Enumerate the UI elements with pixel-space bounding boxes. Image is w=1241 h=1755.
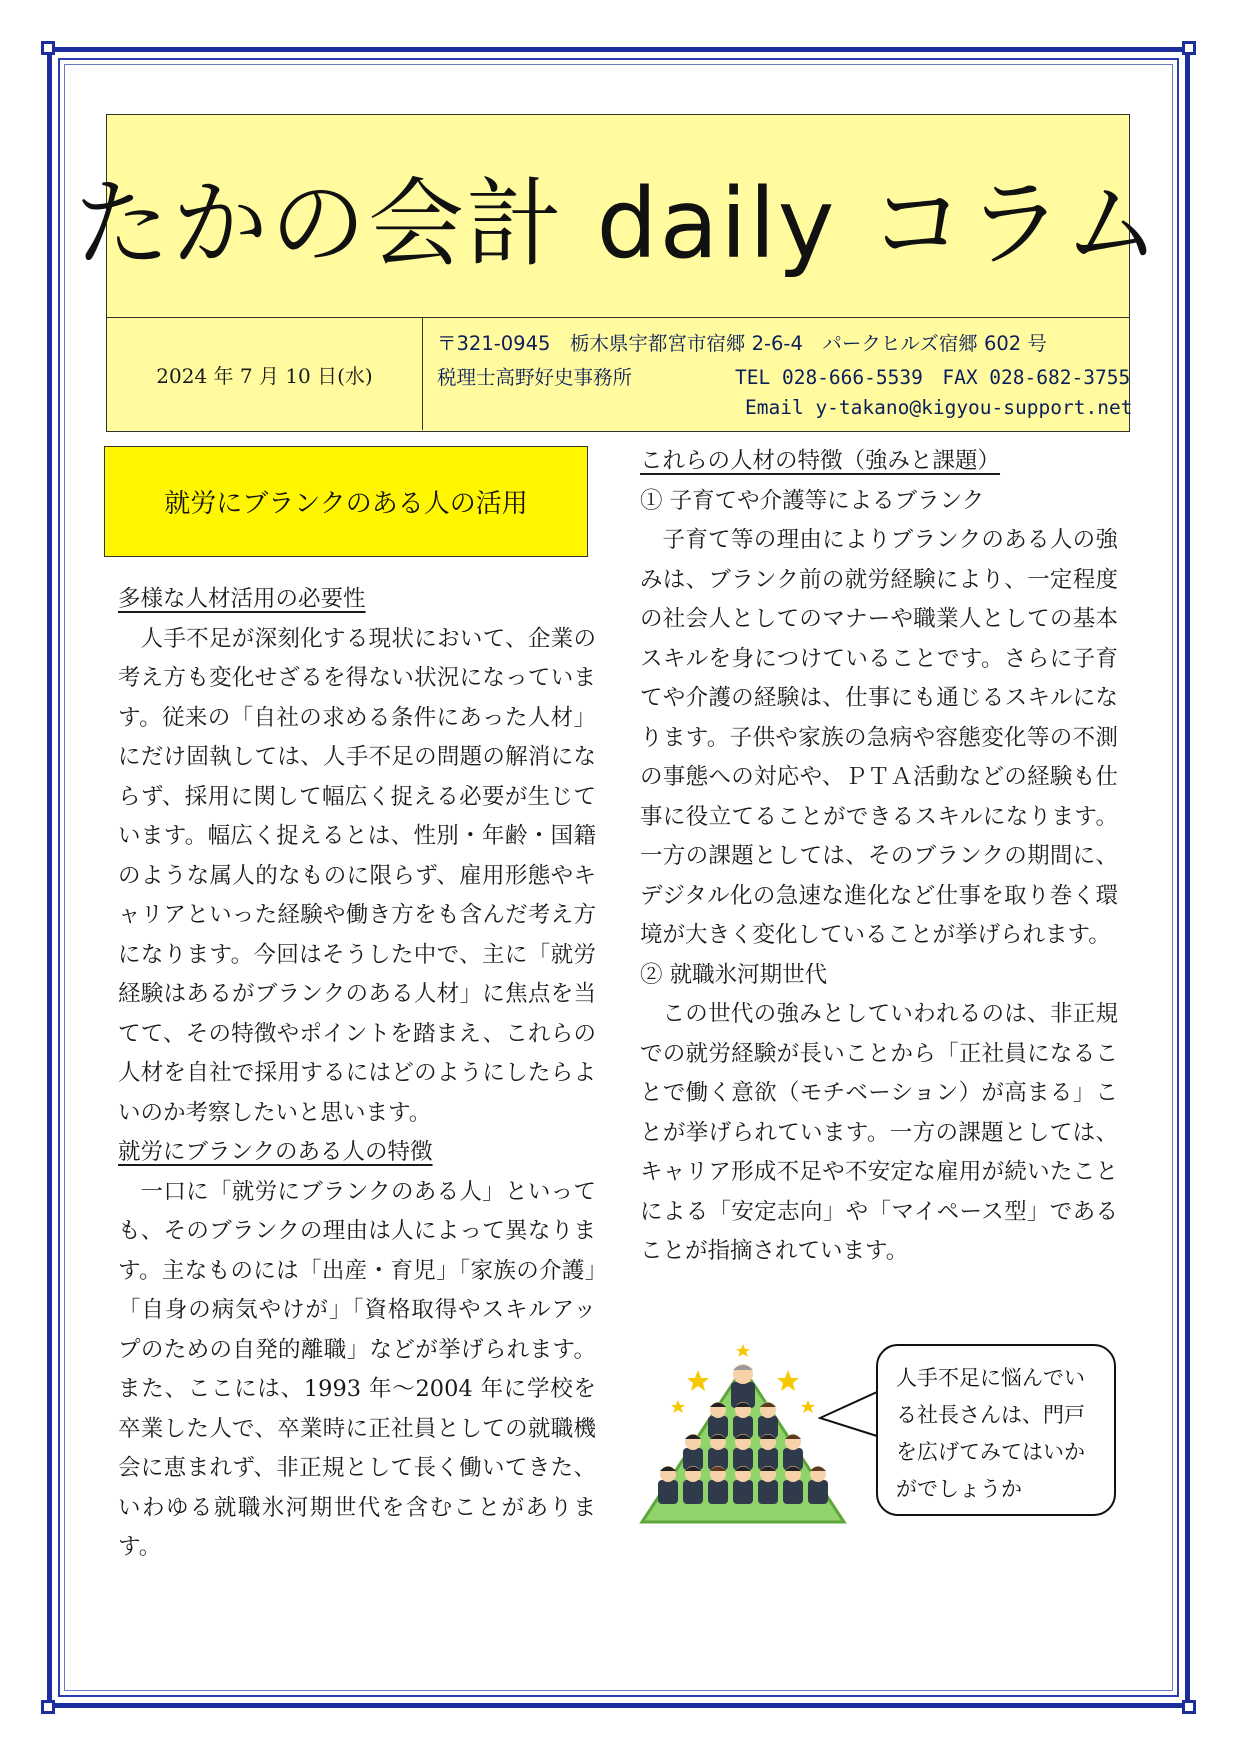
left-column — [118, 580, 596, 1568]
article-title: 就労にブランクのある人の活用 — [104, 446, 588, 557]
masthead-title: たかの会計 daily コラム — [74, 167, 1162, 280]
masthead — [74, 114, 1162, 432]
right-column — [640, 442, 1118, 1272]
office-address: 〒321-0945 栃木県宇都宮市宿郷 2-6-4 パークヒルズ宿郷 602 号 — [437, 332, 1047, 355]
business-team-pyramid-illustration — [638, 1340, 848, 1532]
border-corner — [41, 1700, 55, 1714]
speech-bubble: 人手不足に悩んでいる社長さんは、門戸を広げてみてはいかがでしょうか — [876, 1344, 1116, 1516]
speech-bubble-tail — [818, 1388, 880, 1442]
subsection-heading: ① 子育てや介護等によるブランク — [640, 487, 985, 514]
body-paragraph: 人手不足が深刻化する現状において、企業の考え方も変化せざるを得ない状況になっています。従来の「自社の求める条件にあった人材」にだけ固執しては、人手不足の問題の解消にならず、採用に関して幅広く捉える必要が生じています。幅広く捉えるとは、性別・年齢・国籍のような属人的なものに限らず、雇用形態やキャリアといった経験や働き方をも含んだ考え方になります。今回はそうした中で、主に「就労経験はあるがブランクのある人材」に焦点を当てて、その特徴やポイントを踏まえ、これらの人材を自社で採用するにはどのようにしたらよいのか考察したいと思います。 — [118, 625, 596, 1126]
subsection-heading: ② 就職氷河期世代 — [640, 961, 828, 988]
body-paragraph: 一口に「就労にブランクのある人」といっても、そのブランクの理由は人によって異なります。主なものには「出産・育児」「家族の介護」「自身の病気やけが」「資格取得やスキルアップのための自発的離職」などが挙げられます。また、ここには、1993 年～2004 年に学校を卒業した人で、卒業時に正社員としての就職機会に恵まれず、非正規として長く働いてきた、いわゆる就職氷河期世代を含むことがあります。 — [118, 1178, 596, 1560]
section-heading: 就労にブランクのある人の特徴 — [118, 1139, 433, 1165]
office-email: Email y-takano@kigyou-support.net — [745, 396, 1133, 419]
border-corner — [1182, 1700, 1196, 1714]
masthead-info-row — [107, 317, 1133, 431]
body-paragraph: 子育て等の理由によりブランクのある人の強みは、ブランク前の就労経験により、一定程度の社会人としてのマナーや職業人としての基本スキルを身につけていることです。さらに子育てや介護の経験は、仕事にも通じるスキルになります。子供や家族の急病や容態変化等の不測の事態への対応や、ＰＴＡ活動などの経験も仕事に役立てることができるスキルになります。一方の課題としては、そのブランクの期間に、デジタル化の急速な進化など仕事を取り巻く環境が大きく変化していることが挙げられます。 — [640, 527, 1118, 948]
section-heading: これらの人材の特徴（強みと課題） — [640, 448, 1001, 474]
section-heading: 多様な人材活用の必要性 — [118, 586, 366, 612]
body-paragraph: この世代の強みとしていわれるのは、非正規での就労経験が長いことから「正社員になることで働く意欲（モチベーション）が高まる」ことが挙げられています。一方の課題としては、キャリア形成不足や不安定な雇用が続いたことによる「安定志向」や「マイペース型」であることが指摘されています。 — [640, 1001, 1118, 1264]
border-corner — [41, 41, 55, 55]
office-tel-fax: TEL 028-666-5539 FAX 028-682-3755 — [735, 366, 1131, 389]
office-name: 税理士高野好史事務所 — [437, 366, 633, 389]
issue-date: 2024 年 7 月 10 日(水) — [107, 318, 423, 430]
border-corner — [1182, 41, 1196, 55]
